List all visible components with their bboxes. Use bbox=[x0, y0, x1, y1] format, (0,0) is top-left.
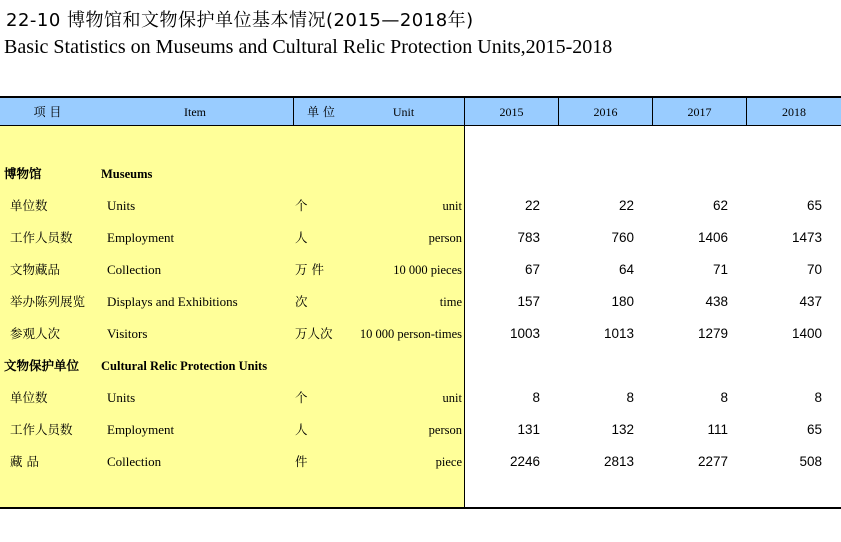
table-row bbox=[0, 388, 841, 408]
unit-cn: 人 bbox=[295, 422, 308, 437]
unit-en: piece bbox=[435, 455, 462, 469]
table-row bbox=[0, 228, 841, 248]
value-2016: 2813 bbox=[603, 454, 634, 469]
row-label-en: Units bbox=[107, 198, 136, 213]
value-2015: 783 bbox=[517, 230, 540, 245]
value-2017: 1406 bbox=[697, 230, 728, 245]
value-2017: 111 bbox=[707, 422, 728, 437]
value-2015: 1003 bbox=[509, 326, 540, 341]
value-2016: 8 bbox=[626, 390, 634, 405]
header-year-2018: 2018 bbox=[782, 105, 806, 119]
unit-cn: 件 bbox=[295, 454, 308, 469]
value-2015: 157 bbox=[517, 294, 540, 309]
page-title-chinese: 22-10 博物馆和文物保护单位基本情况(2015—2018年) bbox=[6, 10, 474, 31]
value-2015: 67 bbox=[524, 262, 540, 277]
value-2016: 760 bbox=[611, 230, 634, 245]
table-row bbox=[0, 324, 841, 344]
header-divider bbox=[293, 98, 294, 126]
row-label-en: Displays and Exhibitions bbox=[107, 294, 238, 309]
value-2018: 8 bbox=[814, 390, 822, 405]
section-header-relic-protection bbox=[0, 356, 841, 376]
row-label-en: Collection bbox=[107, 454, 162, 469]
unit-cn: 人 bbox=[295, 230, 308, 245]
unit-cn: 万 件 bbox=[295, 262, 324, 277]
table-header bbox=[0, 96, 841, 126]
value-2018: 65 bbox=[806, 198, 822, 213]
value-2017: 62 bbox=[712, 198, 728, 213]
value-2018: 70 bbox=[806, 262, 822, 277]
unit-en: person bbox=[428, 231, 462, 245]
section-name-cn: 文物保护单位 bbox=[4, 358, 80, 373]
value-2015: 8 bbox=[532, 390, 540, 405]
value-2017: 8 bbox=[720, 390, 728, 405]
section-name-en: Museums bbox=[101, 167, 153, 181]
row-label-cn: 单位数 bbox=[10, 390, 48, 405]
row-label-en: Units bbox=[107, 390, 136, 405]
section-name-cn: 博物馆 bbox=[4, 166, 42, 181]
row-label-en: Collection bbox=[107, 262, 162, 277]
row-label-cn: 单位数 bbox=[10, 198, 48, 213]
row-label-en: Visitors bbox=[107, 326, 148, 341]
value-2017: 2277 bbox=[697, 454, 728, 469]
row-label-cn: 参观人次 bbox=[10, 326, 61, 341]
value-2017: 71 bbox=[712, 262, 728, 277]
header-item-cn: 项 目 bbox=[33, 105, 62, 119]
header-unit-en: Unit bbox=[392, 105, 415, 119]
unit-en: 10 000 person-times bbox=[359, 327, 462, 341]
table-row bbox=[0, 196, 841, 216]
table-row bbox=[0, 420, 841, 440]
value-2018: 1400 bbox=[791, 326, 822, 341]
value-2018: 65 bbox=[806, 422, 822, 437]
value-2016: 64 bbox=[618, 262, 634, 277]
section-header-museums bbox=[0, 164, 841, 184]
value-2018: 1473 bbox=[791, 230, 822, 245]
value-2016: 1013 bbox=[603, 326, 634, 341]
row-label-cn: 工作人员数 bbox=[10, 230, 73, 245]
value-2016: 22 bbox=[618, 198, 634, 213]
value-2015: 2246 bbox=[509, 454, 540, 469]
unit-cn: 个 bbox=[295, 390, 308, 405]
unit-en: person bbox=[428, 423, 462, 437]
header-year-2015: 2015 bbox=[499, 105, 524, 119]
unit-cn: 个 bbox=[295, 198, 308, 213]
page-title-english: Basic Statistics on Museums and Cultural Relic Protection Units,2015-2018 bbox=[4, 36, 613, 58]
row-label-en: Employment bbox=[107, 230, 175, 245]
section-name-en: Cultural Relic Protection Units bbox=[101, 359, 268, 373]
value-2018: 437 bbox=[799, 294, 822, 309]
value-2016: 132 bbox=[611, 422, 634, 437]
table-row bbox=[0, 452, 841, 472]
value-2015: 22 bbox=[524, 198, 540, 213]
unit-en: time bbox=[439, 295, 462, 309]
value-2016: 180 bbox=[611, 294, 634, 309]
header-unit-cn: 单 位 bbox=[307, 105, 335, 119]
header-item-en: Item bbox=[184, 105, 206, 119]
table-bottom-border bbox=[0, 507, 841, 509]
value-2017: 438 bbox=[705, 294, 728, 309]
unit-cn: 次 bbox=[295, 294, 308, 309]
row-label-cn: 文物藏品 bbox=[10, 262, 61, 277]
unit-en: unit bbox=[442, 391, 462, 405]
value-2018: 508 bbox=[799, 454, 822, 469]
row-label-cn: 工作人员数 bbox=[10, 422, 73, 437]
row-label-cn: 藏 品 bbox=[10, 454, 39, 469]
row-label-cn: 举办陈列展览 bbox=[10, 294, 86, 309]
table-row bbox=[0, 292, 841, 312]
value-2015: 131 bbox=[517, 422, 540, 437]
row-label-en: Employment bbox=[107, 422, 175, 437]
table-row bbox=[0, 260, 841, 280]
unit-en: 10 000 pieces bbox=[393, 263, 462, 277]
header-year-2016: 2016 bbox=[593, 105, 618, 119]
unit-cn: 万人次 bbox=[295, 326, 333, 341]
value-2017: 1279 bbox=[697, 326, 728, 341]
header-year-2017: 2017 bbox=[687, 105, 712, 119]
unit-en: unit bbox=[442, 199, 462, 213]
